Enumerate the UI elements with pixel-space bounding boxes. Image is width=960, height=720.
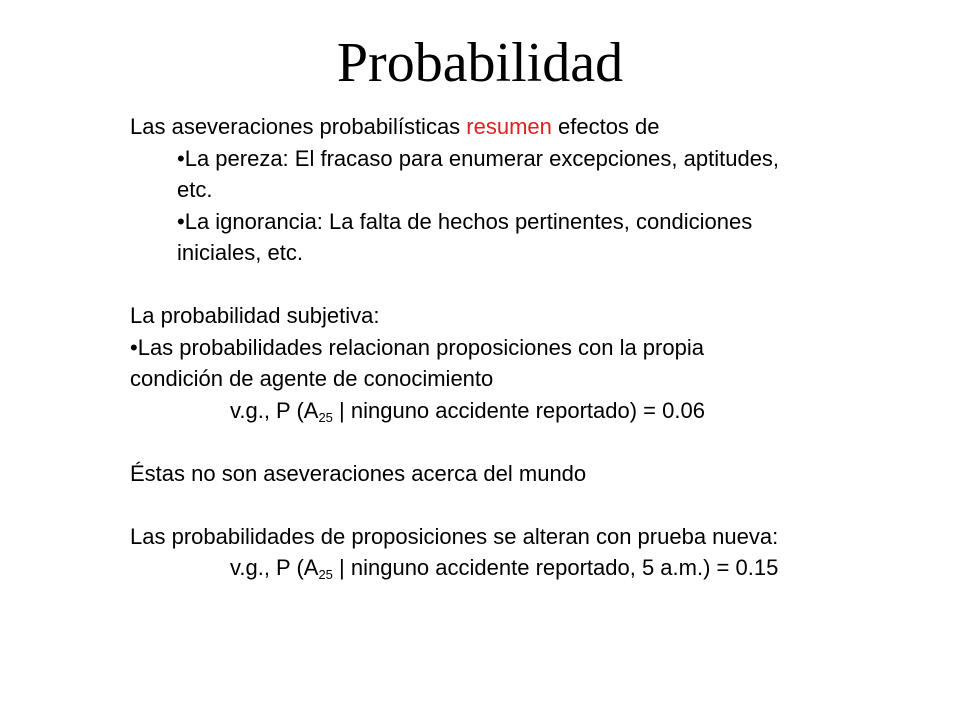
- subjective-heading: La probabilidad subjetiva:: [130, 303, 380, 328]
- update-statement: Las probabilidades de proposiciones se alteran con prueba nueva:: [130, 523, 779, 549]
- example-formula-2: [130, 552, 940, 584]
- spacer: [130, 269, 940, 301]
- intro-text-before: Las aseveraciones probabilísticas: [130, 114, 467, 139]
- formula-1-suffix: | ninguno accidente reportado) = 0.06: [332, 397, 705, 423]
- world-statement: Éstas no son aseveraciones acerca del mundo: [130, 460, 587, 486]
- ignorance-bullet-line-2: iniciales, etc.: [177, 240, 303, 265]
- formula-2-subscript: 25: [318, 567, 333, 582]
- formula-1-subscript: 25: [318, 409, 333, 425]
- spacer: [130, 426, 940, 458]
- formula-1-prefix: v.g., P (A: [230, 397, 319, 423]
- laziness-bullet-line-1: •La pereza: El fracaso para enumerar excepciones, aptitudes,: [177, 145, 780, 171]
- formula-2-suffix: | ninguno accidente reportado, 5 a.m.) = 0.15: [332, 555, 779, 580]
- intro-text-after: efectos de: [551, 114, 660, 139]
- example-formula-1: [130, 395, 940, 427]
- slide-body: [130, 111, 940, 584]
- subjective-bullet-line-2: condición de agente de conocimiento: [130, 366, 494, 391]
- intro-line: [130, 111, 940, 143]
- ignorance-bullet-line-1: •La ignorancia: La falta de hechos pertinentes, condiciones: [177, 208, 753, 234]
- intro-highlight: resumen: [466, 114, 552, 139]
- laziness-bullet-line-2: etc.: [177, 177, 213, 202]
- subjective-bullet-line-1: •Las probabilidades relacionan proposiciones con la propia: [130, 334, 704, 360]
- slide-title: Probabilidad: [336, 32, 624, 94]
- formula-2-prefix: v.g., P (A: [230, 555, 319, 580]
- spacer: [130, 489, 940, 521]
